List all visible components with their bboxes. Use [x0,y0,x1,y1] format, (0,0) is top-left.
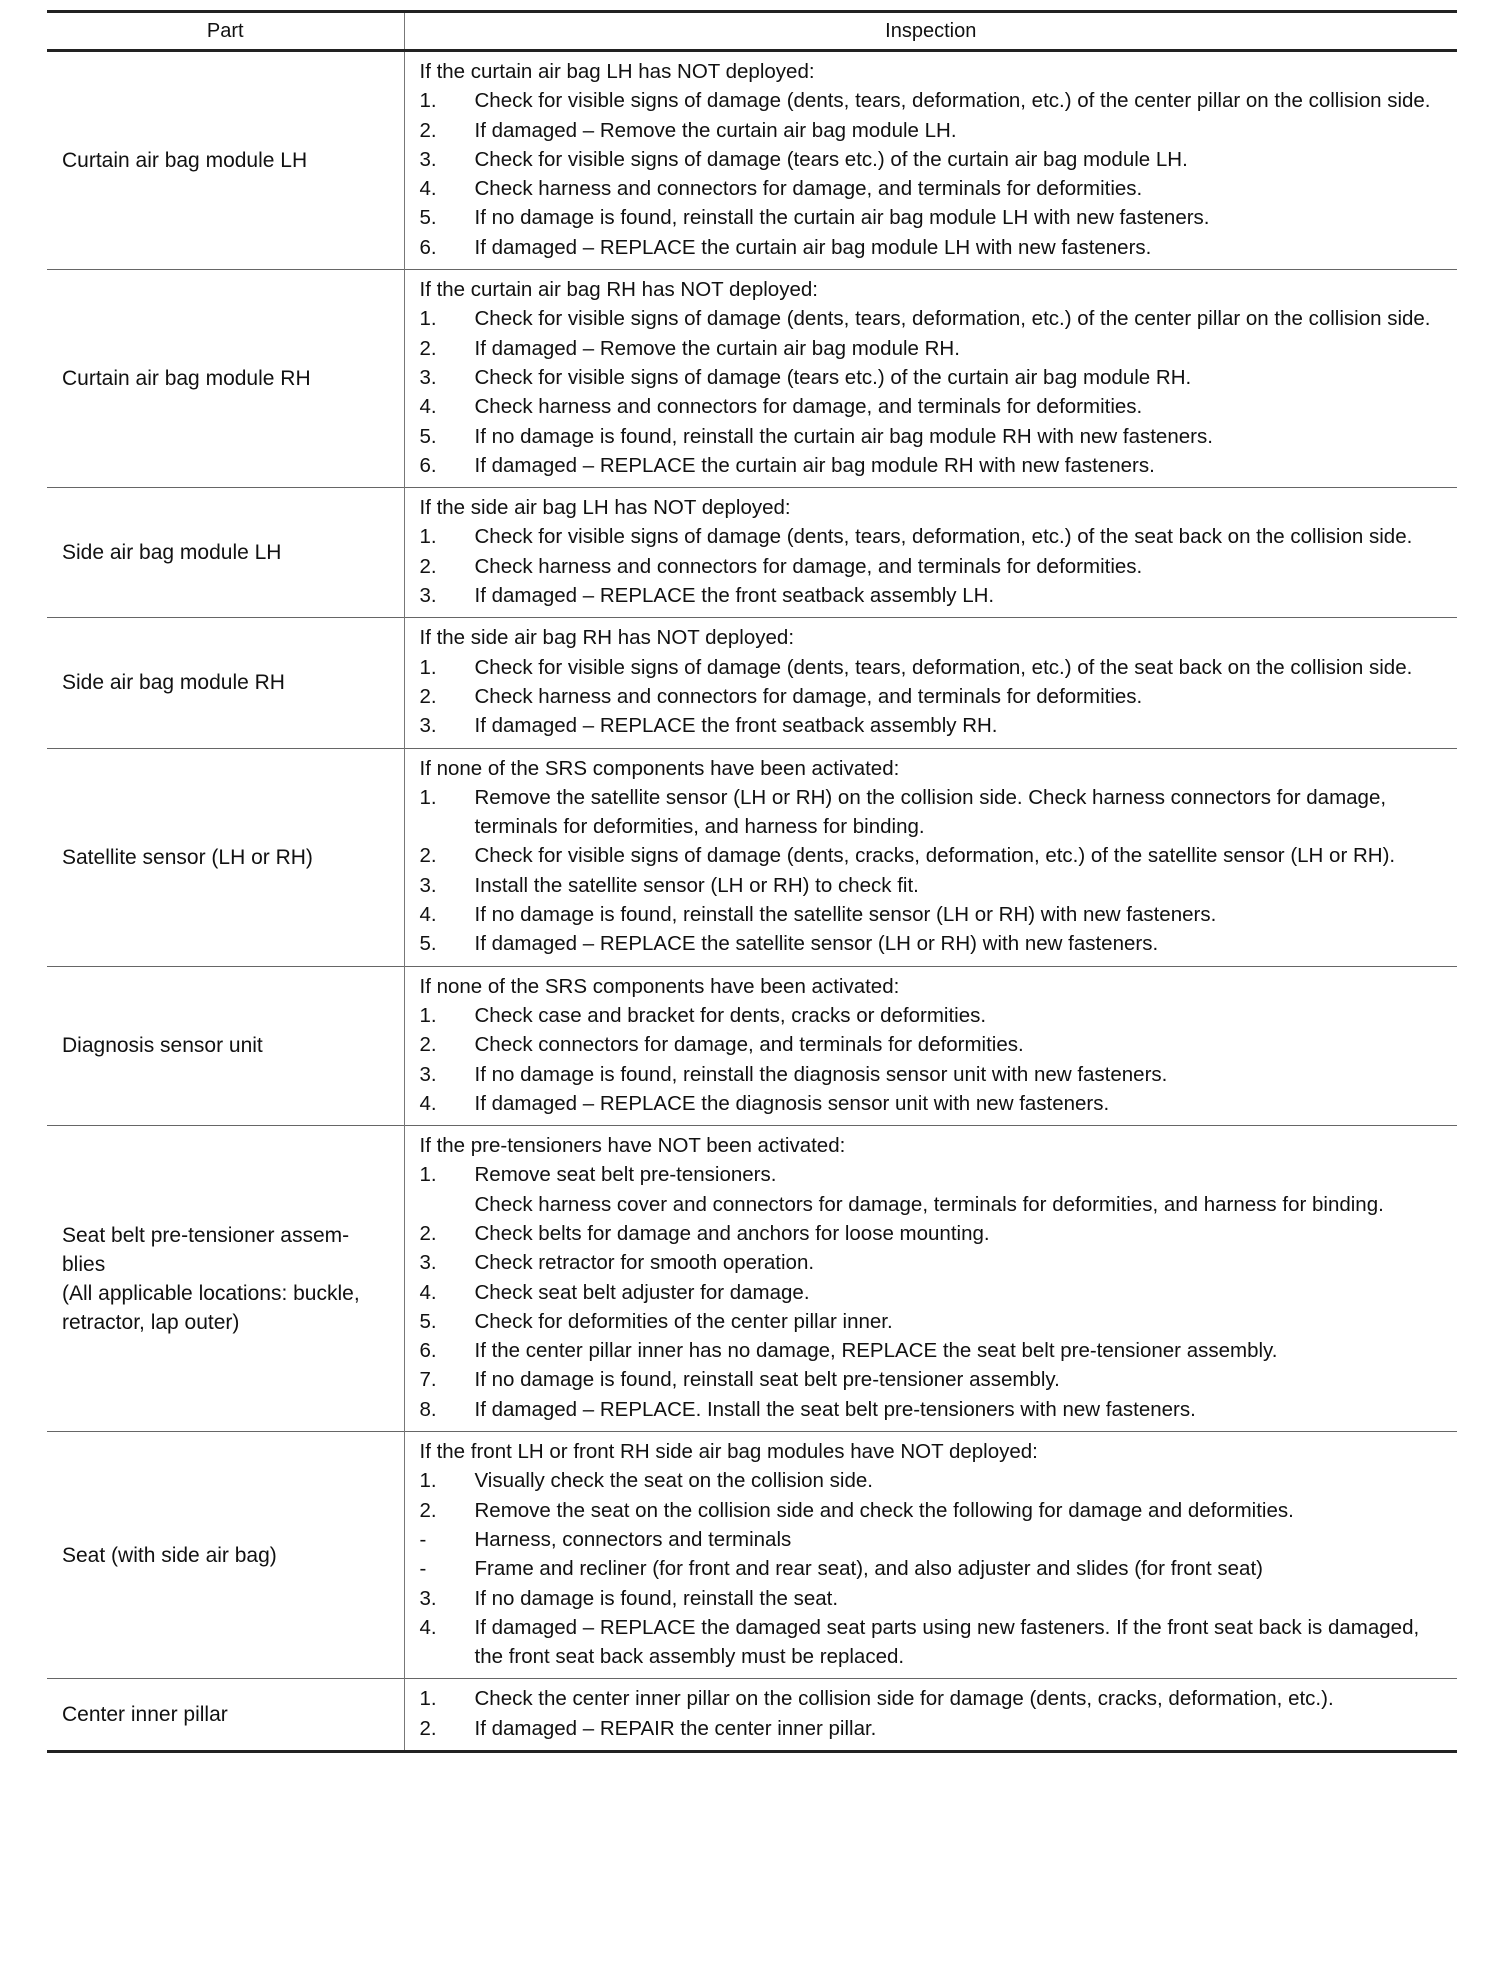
part-cell [47,1432,404,1679]
step-number: 6. [419,235,437,259]
step-number: 4. [419,903,437,927]
inspection-step [420,1554,1448,1583]
step-number: 4. [419,1091,437,1115]
inspection-intro: If the side air bag LH has NOT deployed: [419,496,791,520]
inspection-step [420,1496,1448,1525]
part-cell [47,966,404,1125]
step-text: Check seat belt adjuster for damage. [474,1280,810,1304]
step-text: If the center pillar inner has no damage, REPLACE the seat belt pre-tensioner assembly. [474,1339,1278,1363]
step-number: 5. [419,1309,437,1333]
step-text: Check harness and connectors for damage, and terminals for deformities. [474,684,1143,708]
part-cell [47,270,404,488]
inspection-cell [404,1679,1457,1752]
step-text: Check harness and connectors for damage, and terminals for deformities. [474,554,1143,578]
part-name-line: Curtain air bag module LH [62,149,308,173]
inspection-column-header: Inspection [885,19,977,42]
part-cell [47,488,404,618]
step-text: Check for visible signs of damage (dents, tears, deformation, etc.) of the seat back on the collision side. [474,525,1413,549]
inspection-cell [404,1126,1457,1432]
step-number: 5. [419,424,437,448]
part-column-header: Part [47,12,404,51]
inspection-step [420,1278,1448,1307]
part-name-line: (All applicable locations: buckle, [62,1281,360,1305]
step-text: If damaged – REPLACE the curtain air bag module RH with new fasteners. [474,453,1155,477]
step-text: Remove seat belt pre-tensioners. [474,1163,777,1187]
inspection-cell [404,270,1457,488]
inspection-step [420,581,1448,610]
step-text: If damaged – REPAIR the center inner pillar. [474,1716,877,1740]
step-text: Check harness cover and connectors for damage, terminals for deformities, and harness for binding. [474,1192,1384,1216]
inspection-intro: If none of the SRS components have been activated: [419,756,900,780]
part-name-line: Seat belt pre-tensioner assem- [62,1223,350,1247]
part-name-line: Seat (with side air bag) [62,1543,277,1567]
step-number: 5. [419,206,437,230]
inspection-step [420,116,1448,145]
step-text: If no damage is found, reinstall the curtain air bag module LH with new fasteners. [474,206,1210,230]
inspection-step [420,900,1448,929]
step-number: 6. [419,453,437,477]
inspection-step [420,1466,1448,1495]
part-name-line: blies [62,1252,106,1276]
inspection-step [420,145,1448,174]
step-text: If no damage is found, reinstall the diagnosis sensor unit with new fasteners. [474,1062,1168,1086]
inspection-step [420,1307,1448,1336]
step-text: If no damage is found, reinstall seat belt pre-tensioner assembly. [474,1368,1060,1392]
table-row [47,966,1457,1125]
inspection-step [420,1190,1448,1219]
inspection-intro: If the side air bag RH has NOT deployed: [419,626,795,650]
step-number: 1. [419,655,437,679]
inspection-step [420,1395,1448,1424]
inspection-cell [404,966,1457,1125]
step-text: If damaged – Remove the curtain air bag module RH. [474,336,960,360]
inspection-step [420,871,1448,900]
step-text: If damaged – REPLACE the satellite sensor (LH or RH) with new fasteners. [474,932,1159,956]
inspection-step [420,1219,1448,1248]
step-text: Check for visible signs of damage (tears etc.) of the curtain air bag module RH. [474,365,1192,389]
step-text: Visually check the seat on the collision side. [474,1469,873,1493]
table-row [47,1432,1457,1679]
step-text: If damaged – REPLACE the curtain air bag module LH with new fasteners. [474,235,1152,259]
step-number: 1. [419,525,437,549]
part-name-line: Side air bag module LH [62,541,282,565]
step-number: 3. [419,1586,437,1610]
step-text: Check for visible signs of damage (tears etc.) of the curtain air bag module LH. [474,147,1188,171]
step-text: If no damage is found, reinstall the curtain air bag module RH with new fasteners. [474,424,1213,448]
step-text: Check retractor for smooth operation. [474,1251,815,1275]
step-number: 1. [419,89,437,113]
inspection-intro: If the pre-tensioners have NOT been activated: [419,1134,846,1158]
table-row [47,618,1457,748]
inspection-step [420,1089,1448,1118]
inspection-table [47,10,1457,1753]
inspection-step [420,1336,1448,1365]
inspection-step [420,1584,1448,1613]
inspection-step [420,334,1448,363]
part-cell [47,1679,404,1752]
inspection-step [420,1365,1448,1394]
part-name-line: Satellite sensor (LH or RH) [62,845,313,869]
inspection-cell [404,748,1457,966]
step-number: 1. [419,307,437,331]
step-text: Check the center inner pillar on the collision side for damage (dents, cracks, deformation, etc.). [474,1687,1334,1711]
inspection-intro: If the front LH or front RH side air bag modules have NOT deployed: [419,1440,1038,1464]
step-text: Check belts for damage and anchors for loose mounting. [474,1221,990,1245]
step-text: If damaged – REPLACE the damaged seat parts using new fasteners. If the front seat back is damaged, the front seat back assembly must be replaced. [474,1615,1420,1669]
step-number: 4. [419,177,437,201]
inspection-intro: If none of the SRS components have been activated: [419,974,900,998]
inspection-cell [404,488,1457,618]
inspection-step [420,451,1448,480]
inspection-step [420,1060,1448,1089]
table-row [47,51,1457,270]
table-body [47,51,1457,1752]
inspection-step [420,1160,1448,1189]
inspection-step [420,929,1448,958]
step-text: If damaged – REPLACE the front seatback assembly LH. [474,584,995,608]
step-text: Check harness and connectors for damage, and terminals for deformities. [474,177,1143,201]
inspection-intro: If the curtain air bag RH has NOT deployed: [419,278,818,302]
step-number: 4. [419,1280,437,1304]
part-name-line: Curtain air bag module RH [62,367,311,391]
step-number: 2. [419,1033,437,1057]
part-cell [47,748,404,966]
step-text: Check for visible signs of damage (dents, tears, deformation, etc.) of the center pillar on the collision side. [474,307,1431,331]
inspection-step [420,203,1448,232]
part-name-line: Side air bag module RH [62,671,285,695]
step-number: 5. [419,932,437,956]
part-name-line: Diagnosis sensor unit [62,1034,263,1058]
step-number: 6. [419,1339,437,1363]
inspection-step [420,304,1448,333]
step-number: - [419,1557,427,1581]
step-text: Check case and bracket for dents, cracks or deformities. [474,1003,987,1027]
table-row [47,748,1457,966]
step-text: If damaged – REPLACE the diagnosis sensor unit with new fasteners. [474,1091,1110,1115]
step-number: 1. [419,1687,437,1711]
inspection-intro: If the curtain air bag LH has NOT deployed: [419,60,815,83]
table-row [47,1679,1457,1752]
step-text: Check connectors for damage, and terminals for deformities. [474,1033,1024,1057]
inspection-step [420,174,1448,203]
table-row [47,270,1457,488]
step-number: 3. [419,873,437,897]
step-number: 3. [419,714,437,738]
step-text: If damaged – REPLACE. Install the seat belt pre-tensioners with new fasteners. [474,1397,1196,1421]
step-text: Harness, connectors and terminals [474,1527,792,1551]
inspection-step [420,783,1448,842]
inspection-step [420,233,1448,262]
inspection-step [420,552,1448,581]
inspection-step [420,1714,1448,1743]
step-text: If damaged – Remove the curtain air bag module LH. [474,118,957,142]
inspection-step [420,1030,1448,1059]
step-number: 2. [419,336,437,360]
step-number: 3. [419,1062,437,1086]
inspection-step [420,1613,1448,1672]
step-number: 4. [419,395,437,419]
step-text: Check harness and connectors for damage, and terminals for deformities. [474,395,1143,419]
table-row [47,488,1457,618]
inspection-step [420,653,1448,682]
step-number: 4. [419,1615,437,1639]
inspection-step [420,1525,1448,1554]
step-number: 2. [419,1221,437,1245]
step-number [420,1190,475,1219]
inspection-step [420,1248,1448,1277]
step-text: Check for visible signs of damage (dents, tears, deformation, etc.) of the center pillar on the collision side. [474,89,1431,113]
step-text: Remove the seat on the collision side and check the following for damage and deformities. [474,1498,1294,1522]
inspection-step [420,682,1448,711]
inspection-cell [404,618,1457,748]
step-number: 1. [419,785,437,809]
step-text: Check for visible signs of damage (dents, tears, deformation, etc.) of the seat back on the collision side. [474,655,1413,679]
inspection-step [420,522,1448,551]
step-text: If no damage is found, reinstall the seat. [474,1586,839,1610]
table-row [47,1126,1457,1432]
step-text: Check for deformities of the center pillar inner. [474,1309,893,1333]
inspection-step [420,422,1448,451]
step-number: 2. [419,1716,437,1740]
step-number: - [419,1527,427,1551]
step-text: If damaged – REPLACE the front seatback assembly RH. [474,714,998,738]
step-number: 3. [419,1251,437,1275]
step-number: 3. [419,584,437,608]
step-number: 1. [419,1163,437,1187]
inspection-cell [404,1432,1457,1679]
step-text: Check for visible signs of damage (dents, cracks, deformation, etc.) of the satellite sensor (LH or RH). [474,844,1396,868]
part-cell [47,1126,404,1432]
step-text: Frame and recliner (for front and rear seat), and also adjuster and slides (for front seat) [474,1557,1263,1581]
step-number: 2. [419,684,437,708]
inspection-step [420,363,1448,392]
step-number: 1. [419,1003,437,1027]
inspection-step [420,841,1448,870]
part-cell [47,51,404,270]
step-number: 2. [419,844,437,868]
table-header-row [47,12,1457,51]
part-name-line: Center inner pillar [62,1703,228,1727]
step-number: 2. [419,1498,437,1522]
step-text: Remove the satellite sensor (LH or RH) on the collision side. Check harness connectors for damage, terminals for deformities, and harness for binding. [474,785,1387,839]
step-text: Install the satellite sensor (LH or RH) to check fit. [474,873,919,897]
step-number: 2. [419,118,437,142]
step-number: 3. [419,365,437,389]
step-number: 2. [419,554,437,578]
inspection-step [420,1684,1448,1713]
step-text: If no damage is found, reinstall the satellite sensor (LH or RH) with new fasteners. [474,903,1217,927]
part-cell [47,618,404,748]
inspection-step [420,86,1448,115]
inspection-step [420,392,1448,421]
part-name-line: retractor, lap outer) [62,1310,240,1334]
step-number: 3. [419,147,437,171]
inspection-step [420,711,1448,740]
inspection-step [420,1001,1448,1030]
step-number: 7. [419,1368,437,1392]
inspection-cell [404,51,1457,270]
step-number: 8. [419,1397,437,1421]
step-number: 1. [419,1469,437,1493]
